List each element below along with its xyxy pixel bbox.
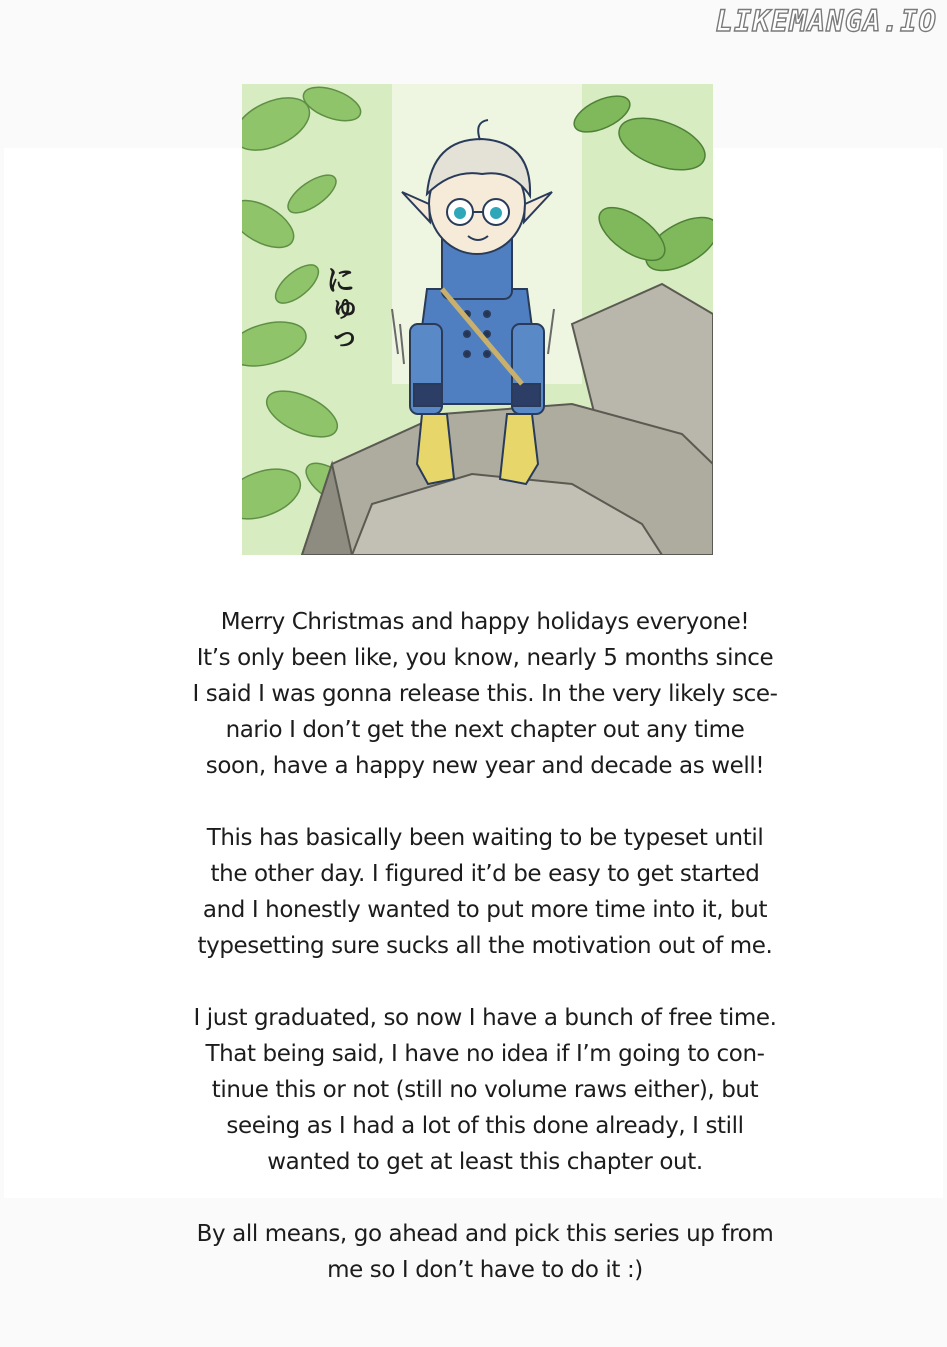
sfx-text: にゅっ — [319, 264, 355, 354]
note-line: I just graduated, so now I have a bunch of free time. — [193, 1005, 777, 1031]
note-line: typesetting sure sucks all the motivation out of me. — [197, 933, 773, 959]
note-line: nario I don’t get the next chapter out any time — [225, 717, 745, 743]
note-line: This has basically been waiting to be typeset until — [206, 825, 764, 851]
note-line: tinue this or not (still no volume raws either), but — [211, 1077, 759, 1103]
note-line: wanted to get at least this chapter out. — [267, 1149, 703, 1175]
note-line: seeing as I had a lot of this done already, I still — [226, 1113, 744, 1139]
translator-notes — [140, 604, 830, 1324]
character-illustration — [242, 84, 713, 555]
note-line: the other day. I figured it’d be easy to get started — [210, 861, 760, 887]
note-line: Merry Christmas and happy holidays everyone! — [220, 609, 750, 635]
note-paragraph-3 — [140, 1000, 830, 1180]
note-line: I said I was gonna release this. In the very likely sce- — [192, 681, 778, 707]
note-line: me so I don’t have to do it :) — [327, 1257, 643, 1283]
note-line: That being said, I have no idea if I’m going to con- — [205, 1041, 765, 1067]
note-line: By all means, go ahead and pick this series up from — [196, 1221, 774, 1247]
site-watermark: LIKEMANGA.IO — [715, 4, 937, 38]
note-paragraph-2 — [140, 820, 830, 964]
note-line: and I honestly wanted to put more time into it, but — [202, 897, 768, 923]
note-line: soon, have a happy new year and decade as well! — [205, 753, 765, 779]
note-paragraph-4 — [140, 1216, 830, 1288]
note-paragraph-1 — [140, 604, 830, 784]
note-line: It’s only been like, you know, nearly 5 months since — [196, 645, 774, 671]
